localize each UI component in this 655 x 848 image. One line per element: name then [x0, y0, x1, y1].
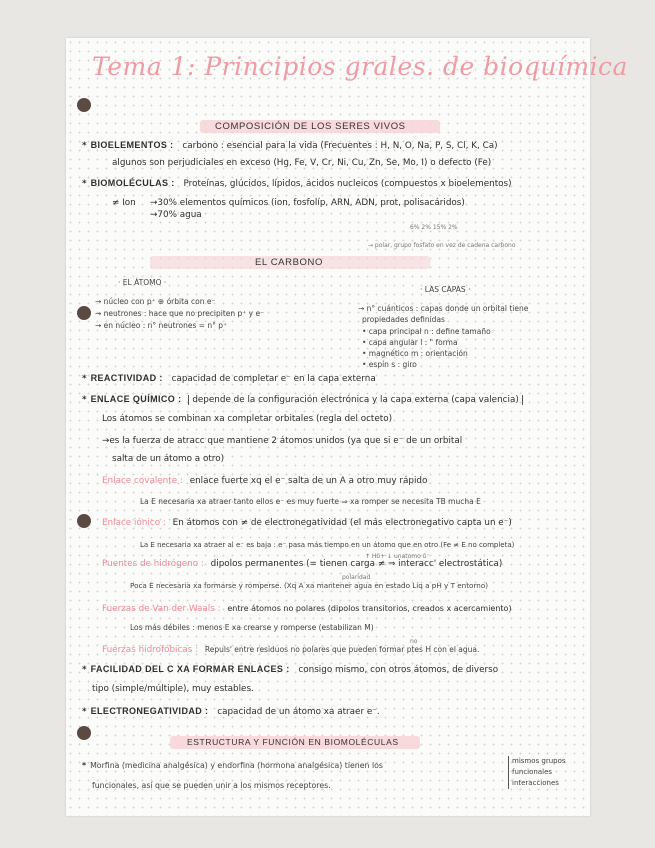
enlace-text: depende de la configuración electrónica y la capa externa (capa valencia)	[188, 395, 522, 405]
electronegatividad-row: * ELECTRONEGATIVIDAD : capacidad de un átomo xa atraer e⁻.	[82, 706, 380, 717]
capas-heading: · LAS CAPAS ·	[420, 285, 471, 294]
hidrofobicas-label: Fuerzas hidrofóbicas :	[102, 645, 199, 655]
capas-line4: • capa angular l : " forma	[362, 338, 458, 347]
section-heading-estructura: ESTRUCTURA Y FUNCIÓN EN BIOMOLÉCULAS	[187, 737, 399, 747]
hidrofobicas-text: Repuls' entre residuos no polares que pueden formar ptes H con el agua.	[204, 645, 480, 654]
morfina-side2: funcionales	[512, 768, 553, 776]
hidrofobicas-tiny: no	[410, 638, 418, 645]
vanderwaals-text: entre átomos no polares (dipolos transitorios, creados x acercamiento)	[227, 604, 512, 613]
enlace-label: ENLACE QUÍMICO :	[90, 394, 182, 404]
covalente-row	[102, 476, 427, 487]
facilidad-row: * FACILIDAD DEL C XA FORMAR ENLACES : consigo mismo, con otros átomos, de diverso	[82, 664, 499, 675]
biomoleculas-ion: ≠ Ion	[112, 198, 136, 208]
notebook-page	[66, 38, 590, 816]
facilidad-label: FACILIDAD DEL C XA FORMAR ENLACES :	[90, 664, 290, 674]
vanderwaals-line2: Los más débiles : menos E xa crearse y romperse (estabilizan M)	[130, 623, 374, 632]
ionico-label: Enlace iónico :	[102, 518, 166, 528]
morfina-line2: funcionales, así que se pueden unir a los mismos receptores.	[92, 781, 331, 790]
electronegatividad-label: ELECTRONEGATIVIDAD :	[90, 706, 209, 716]
biomoleculas-label: BIOMOLÉCULAS :	[90, 178, 175, 188]
electronegatividad-text: capacidad de un átomo xa atraer e⁻.	[217, 707, 380, 717]
atomo-line3: → en núcleo : n° neutrones = n° p⁺	[95, 321, 228, 330]
hidrogeno-label: Puentes de hidrógeno :	[102, 559, 204, 569]
hidrogeno-tiny: polaridad	[342, 574, 371, 581]
vanderwaals-row	[102, 603, 512, 615]
morfina-text: Morfina (medicina analgésica) y endorfina (hormona analgésica) tienen los	[90, 761, 383, 770]
biomoleculas-line2: →30% elementos químicos (ion, fosfolíp, ARN, ADN, prot, polisacáridos)	[150, 198, 465, 208]
facilidad-text: consigo mismo, con otros átomos, de diverso	[298, 665, 499, 675]
bioelementos-row: * BIOELEMENTOS : carbono : esencial para la vida (Frecuentes : H, N, O, Na, P, S, Cl, K, Ca)	[82, 140, 498, 151]
hidrogeno-row	[102, 559, 502, 570]
covalente-text: enlace fuerte xq el e⁻ salta de un A a otro muy rápido	[189, 476, 428, 486]
hidrofobicas-row	[102, 644, 479, 656]
punch-hole	[77, 726, 91, 740]
bioelementos-text: carbono : esencial para la vida (Frecuentes : H, N, O, Na, P, S, Cl, K, Ca)	[182, 141, 498, 151]
hidrogeno-text: dipolos permanentes (= tienen carga ≠ ⇒ interacc' electrostática)	[210, 559, 503, 569]
enlace-line2: Los átomos se combinan xa completar orbitales (regla del octeto)	[102, 414, 393, 424]
page-title: Tema 1: Principios grales. de bioquímica	[92, 52, 628, 81]
biomoleculas-line3: →70% agua	[150, 210, 202, 220]
reactividad-row: * REACTIVIDAD : capacidad de completar e⁻ en la capa externa	[82, 373, 376, 384]
biomoleculas-text: Proteínas, glúcidos, lípidos, ácidos nucleicos (compuestos x bioelementos)	[183, 179, 512, 189]
bioelementos-label: BIOELEMENTOS :	[90, 140, 174, 150]
capas-line2: propiedades definidas	[362, 315, 445, 324]
ionico-tiny: ↑ Hδ+ ↓ unatomo δ⁻	[365, 553, 430, 560]
reactividad-label: REACTIVIDAD :	[90, 373, 163, 383]
section-heading-composicion: COMPOSICIÓN DE LOS SERES VIVOS	[215, 121, 406, 132]
ionico-row	[102, 518, 512, 529]
hidrogeno-line2: Poca E necesaria xa formarse y romperse. (Xq A xa mantener agua en estado Líq a pH y T entorno)	[130, 581, 489, 590]
ionico-line2: La E necesaria xa atraer al e⁻ es baja : e⁻ pasa más tiempo en un átomo que en otro (Fe ≠ E no completa)	[140, 541, 515, 549]
morfina-side3: interacciones	[512, 779, 559, 787]
morfina-side1: mismos grupos	[512, 757, 566, 765]
capas-line1: → n° cuánticos : capas donde un orbital tiene	[358, 304, 529, 313]
covalente-label: Enlace covalente :	[102, 476, 183, 486]
morfina-side-note	[508, 756, 566, 789]
capas-line6: • espín s : giro	[362, 360, 417, 369]
punch-hole	[77, 514, 91, 528]
bioelementos-line2: algunos son perjudiciales en exceso (Hg, Fe, V, Cr, Ni, Cu, Zn, Se, Mo, I) o defecto (Fe)	[112, 158, 492, 168]
enlace-line3: →es la fuerza de atracc que mantiene 2 átomos unidos (ya que si e⁻ de un orbital	[102, 436, 463, 446]
section-heading-carbono: EL CARBONO	[255, 257, 323, 268]
ionico-text: En átomos con ≠ de electronegatividad (el más electronegativo capta un e⁻)	[172, 518, 512, 528]
enlace-line4: salta de un átomo a otro)	[112, 454, 225, 464]
atomo-line1: → núcleo con p⁺ ⊕ órbita con e⁻	[95, 297, 216, 306]
covalente-line2: La E necesaria xa atraer tanto ellos e⁻ es muy fuerte ⇒ xa romper se necesita TB mucha E	[140, 497, 481, 506]
punch-hole	[77, 98, 91, 112]
enlace-row: * ENLACE QUÍMICO : depende de la configuración electrónica y la capa externa (capa valencia)	[82, 394, 523, 406]
atomo-line2: → neutrones : hace que no precipiten p⁺ y e⁻	[95, 309, 265, 318]
biomoleculas-note: → polar, grupo fosfato en vez de cadena carbono	[368, 242, 516, 249]
capas-line5: • magnético m : orientación	[362, 349, 468, 358]
biomoleculas-percent: 6% 2% 15% 2%	[410, 224, 458, 231]
atomo-heading: · EL ÁTOMO ·	[118, 278, 167, 287]
facilidad-line2: tipo (simple/múltiple), muy estables.	[92, 684, 254, 694]
reactividad-text: capacidad de completar e⁻ en la capa externa	[171, 374, 376, 384]
vanderwaals-label: Fuerzas de Van der Waals :	[102, 604, 221, 614]
capas-line3: • capa principal n : define tamaño	[362, 327, 491, 336]
biomoleculas-row: * BIOMOLÉCULAS : Proteínas, glúcidos, lípidos, ácidos nucleicos (compuestos x bioelementos)	[82, 178, 512, 189]
morfina-row: * Morfina (medicina analgésica) y endorfina (hormona analgésica) tienen los	[82, 761, 383, 770]
punch-hole	[77, 306, 91, 320]
